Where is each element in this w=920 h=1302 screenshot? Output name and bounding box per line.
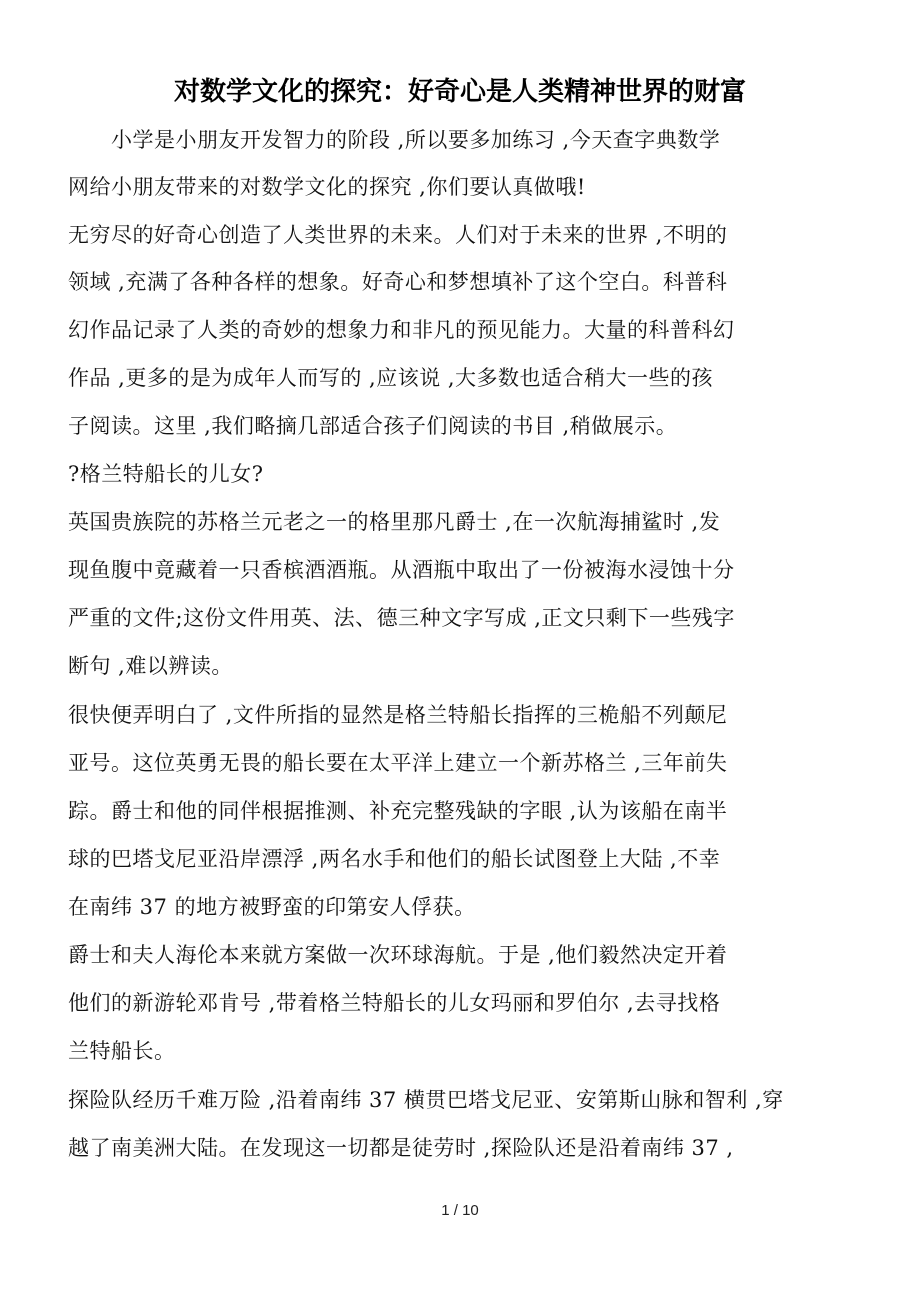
text-line: 作品 ,更多的是为成年人而写的 ,应该说 ,大多数也适合稍大一些的孩 <box>68 366 714 390</box>
text-line: 子阅读。这里 ,我们略摘几部适合孩子们阅读的书目 ,稍做展示。 <box>68 414 678 438</box>
text-line: 球的巴塔戈尼亚沿岸漂浮 ,两名水手和他们的船长试图登上大陆 ,不幸 <box>68 847 721 871</box>
text-line: 小学是小朋友开发智力的阶段 ,所以要多加练习 ,今天查字典数学 <box>68 128 721 152</box>
text-line: 断句 ,难以辨读。 <box>68 654 233 678</box>
document-title: 对数学文化的探究：好奇心是人类精神世界的财富 <box>173 77 746 107</box>
text-line: 很快便弄明白了 ,文件所指的显然是格兰特船长指挥的三桅船不列颠尼 <box>68 703 728 727</box>
text-line: 英国贵族院的苏格兰元老之一的格里那凡爵士 ,在一次航海捕鲨时 ,发 <box>68 510 721 534</box>
text-line: 现鱼腹中竟藏着一只香槟酒酒瓶。从酒瓶中取出了一份被海水浸蚀十分 <box>68 558 735 582</box>
text-line: 越了南美洲大陆。在发现这一切都是徒劳时 ,探险队还是沿着南纬 37 , <box>68 1136 734 1160</box>
text-line: 爵士和夫人海伦本来就方案做一次环球海航。于是 ,他们毅然决定开着 <box>68 943 728 967</box>
text-line: 领域 ,充满了各种各样的想象。好奇心和梦想填补了这个空白。科普科 <box>68 270 728 294</box>
text-line: 他们的新游轮邓肯号 ,带着格兰特船长的儿女玛丽和罗伯尔 ,去寻找格 <box>68 991 721 1015</box>
text-line: 兰特船长。 <box>68 1039 176 1063</box>
page-number: 1 / 10 <box>441 1202 479 1219</box>
text-line: 踪。爵士和他的同伴根据推测、补充完整残缺的字眼 ,认为该船在南半 <box>68 799 728 823</box>
text-line: 在南纬 37 的地方被野蛮的印第安人俘获。 <box>68 895 476 919</box>
section-heading: ?格兰特船长的儿女? <box>68 462 264 486</box>
text-line: 严重的文件;这份文件用英、法、德三种文字写成 ,正文只剩下一些残字 <box>68 606 735 630</box>
text-line: 探险队经历千难万险 ,沿着南纬 37 横贯巴塔戈尼亚、安第斯山脉和智利 ,穿 <box>68 1088 784 1112</box>
text-line: 网给小朋友带来的对数学文化的探究 ,你们要认真做哦! <box>68 175 586 199</box>
text-line: 亚号。这位英勇无畏的船长要在太平洋上建立一个新苏格兰 ,三年前失 <box>68 751 728 775</box>
text-line: 无穷尽的好奇心创造了人类世界的未来。人们对于未来的世界 ,不明的 <box>68 223 728 247</box>
text-line: 幻作品记录了人类的奇妙的想象力和非凡的预见能力。大量的科普科幻 <box>68 318 735 342</box>
